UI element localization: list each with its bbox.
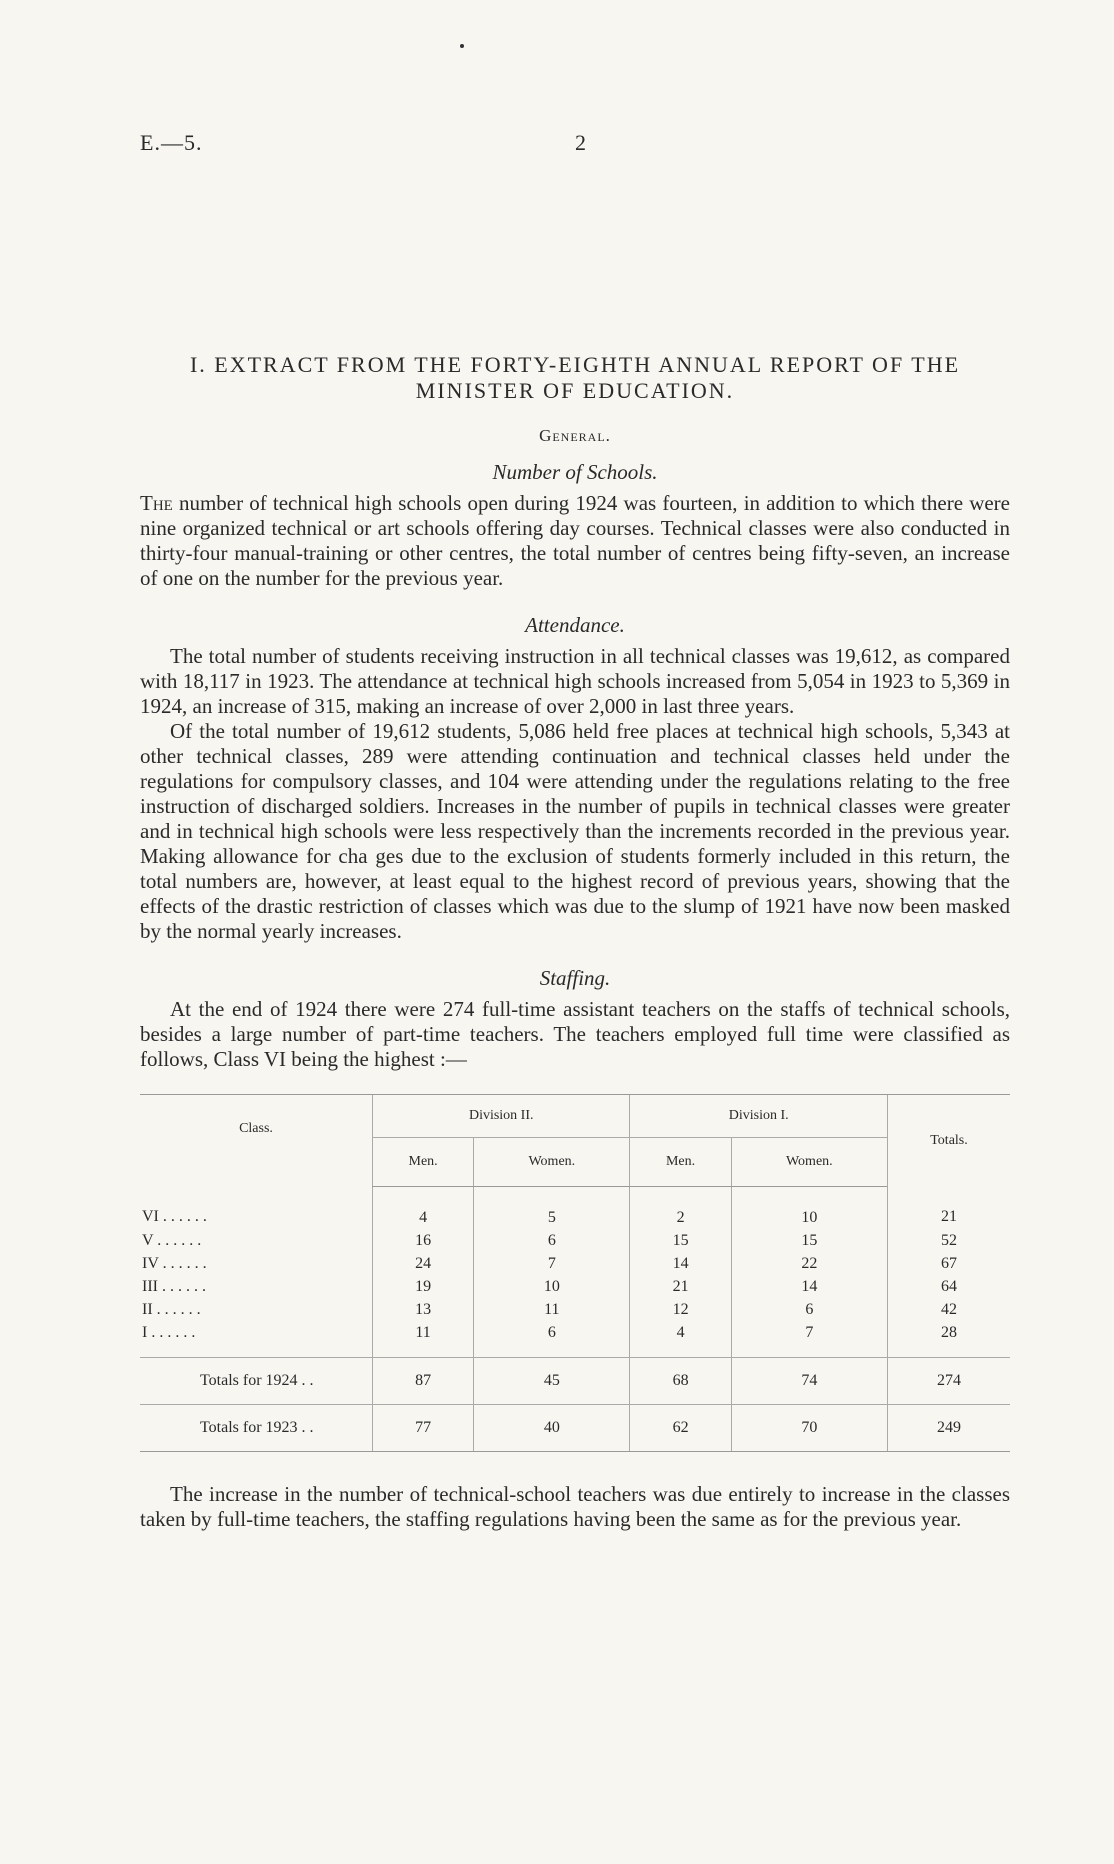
cell-d2-women: 5 [474, 1187, 630, 1230]
cell-d1-women: 15 [731, 1229, 887, 1252]
cell-total: 42 [888, 1298, 1011, 1321]
table-row [140, 1298, 1010, 1321]
cell-d1-men: 14 [630, 1252, 731, 1275]
cell-d1-women: 74 [731, 1358, 887, 1405]
cell-d2-men: 11 [373, 1321, 474, 1358]
cell-d2-women: 45 [474, 1358, 630, 1405]
row-label: V . . . . . . [142, 1231, 202, 1249]
col-d2-women-header: Women. [474, 1138, 630, 1187]
cell-d1-men: 21 [630, 1275, 731, 1298]
cell-d2-men: 77 [373, 1405, 474, 1452]
cell-d1-women: 70 [731, 1405, 887, 1452]
col-division-2-header: Division II. [373, 1095, 630, 1138]
col-class-header: Class. [140, 1095, 373, 1187]
row-label: Totals for 1923 . . [140, 1405, 373, 1452]
cell-total: 21 [888, 1187, 1011, 1230]
cell-d1-men: 68 [630, 1358, 731, 1405]
cell-d2-women: 6 [474, 1321, 630, 1358]
cell-d1-women: 6 [731, 1298, 887, 1321]
report-body [140, 352, 1010, 1532]
staffing-paragraph: At the end of 1924 there were 274 full-time assistant teachers on the staffs of technical schools, besides a large number of part-time teachers. The teachers employed full time were classified as follows, Class VI being the highest :— [140, 997, 1010, 1071]
table-row [140, 1275, 1010, 1298]
col-division-1-header: Division I. [630, 1095, 888, 1138]
cell-total: 67 [888, 1252, 1011, 1275]
row-label: III . . . . . . [142, 1277, 206, 1295]
col-d2-men-header: Men. [373, 1138, 474, 1187]
cell-total: 249 [888, 1405, 1011, 1452]
attendance-paragraph-2: Of the total number of 19,612 students, 5,086 held free places at technical high schools, 5,343 at other technical classes, 289 were attending continuation and technical classes held under the regulations for compulsory classes, and 104 were attending under the regulations relating to the free instruction of discharged soldiers. Increases in the number of pupils in technical classes were greater and in technical high schools were less respectively than the increments recorded in the previous year. Making allowance for cha ges due to the exclusion of students formerly included in this return, the total numbers are, however, at least equal to the highest record of previous years, showing that the effects of the drastic restriction of classes which was due to the slump of 1921 have now been masked by the normal yearly increases. [140, 719, 1010, 943]
cell-d2-men: 87 [373, 1358, 474, 1405]
cell-d1-men: 12 [630, 1298, 731, 1321]
row-label: VI . . . . . . [142, 1208, 207, 1226]
cell-d1-women: 10 [731, 1187, 887, 1230]
document-reference: E.—5. [140, 130, 203, 155]
row-label: II . . . . . . [142, 1300, 201, 1318]
cell-d1-men: 4 [630, 1321, 731, 1358]
totals-1924-row [140, 1358, 1010, 1405]
cell-d1-women: 14 [731, 1275, 887, 1298]
row-label: Totals for 1924 . . [140, 1358, 373, 1405]
col-totals-header: Totals. [888, 1095, 1011, 1187]
staffing-heading: Staffing. [539, 966, 611, 990]
cell-total: 64 [888, 1275, 1011, 1298]
col-d1-men-header: Men. [630, 1138, 731, 1187]
cell-d2-men: 4 [373, 1187, 474, 1230]
report-title-line-1: I. EXTRACT FROM THE FORTY-EIGHTH ANNUAL REPORT OF THE [189, 352, 961, 377]
cell-d2-women: 7 [474, 1252, 630, 1275]
cell-d2-women: 11 [474, 1298, 630, 1321]
cell-d2-women: 10 [474, 1275, 630, 1298]
report-title-line-2: MINISTER OF EDUCATION. [415, 378, 735, 403]
cell-d1-men: 15 [630, 1229, 731, 1252]
row-label: IV . . . . . . [142, 1254, 207, 1272]
row-label: I . . . . . . [142, 1323, 196, 1341]
cell-total: 274 [888, 1358, 1011, 1405]
cell-d2-women: 6 [474, 1229, 630, 1252]
page-number: 2 [575, 130, 587, 155]
attendance-heading: Attendance. [525, 613, 625, 637]
cell-d1-women: 7 [731, 1321, 887, 1358]
number-of-schools-paragraph [140, 491, 1010, 591]
lead-word: The [140, 491, 173, 515]
cell-d2-men: 16 [373, 1229, 474, 1252]
number-of-schools-heading: Number of Schools. [492, 460, 658, 484]
attendance-paragraph-1: The total number of students receiving instruction in all technical classes was 19,612, as compared with 18,117 in 1923. The attendance at technical high schools increased from 5,054 in 1923 to 5,369 in 1924, an increase of 315, making an increase of over 2,000 in last three years. [140, 644, 1010, 718]
section-title: General. [539, 426, 611, 445]
cell-d2-men: 13 [373, 1298, 474, 1321]
report-title [140, 352, 1010, 404]
totals-1923-row [140, 1405, 1010, 1452]
print-speck [460, 44, 464, 48]
table-row [140, 1252, 1010, 1275]
table-row [140, 1229, 1010, 1252]
cell-total: 52 [888, 1229, 1011, 1252]
cell-d1-men: 62 [630, 1405, 731, 1452]
cell-d2-men: 24 [373, 1252, 474, 1275]
closing-paragraph: The increase in the number of technical-school teachers was due entirely to increase in the classes taken by full-time teachers, the staffing regulations having been the same as for the previous year. [140, 1482, 1010, 1531]
cell-d1-women: 22 [731, 1252, 887, 1275]
table-row [140, 1321, 1010, 1358]
cell-d2-men: 19 [373, 1275, 474, 1298]
cell-d1-men: 2 [630, 1187, 731, 1230]
number-of-schools-text: number of technical high schools open during 1924 was fourteen, in addition to which there were nine organized technical or art schools offering day courses. Technical classes were also conducted in thirty-four manual-training or other centres, the total number of centres being fifty-seven, an increase of one on the number for the previous year. [140, 491, 1010, 590]
page-header [140, 130, 974, 170]
col-d1-women-header: Women. [731, 1138, 887, 1187]
cell-d2-women: 40 [474, 1405, 630, 1452]
table-row [140, 1187, 1010, 1230]
cell-total: 28 [888, 1321, 1011, 1358]
staffing-table [140, 1094, 1010, 1452]
